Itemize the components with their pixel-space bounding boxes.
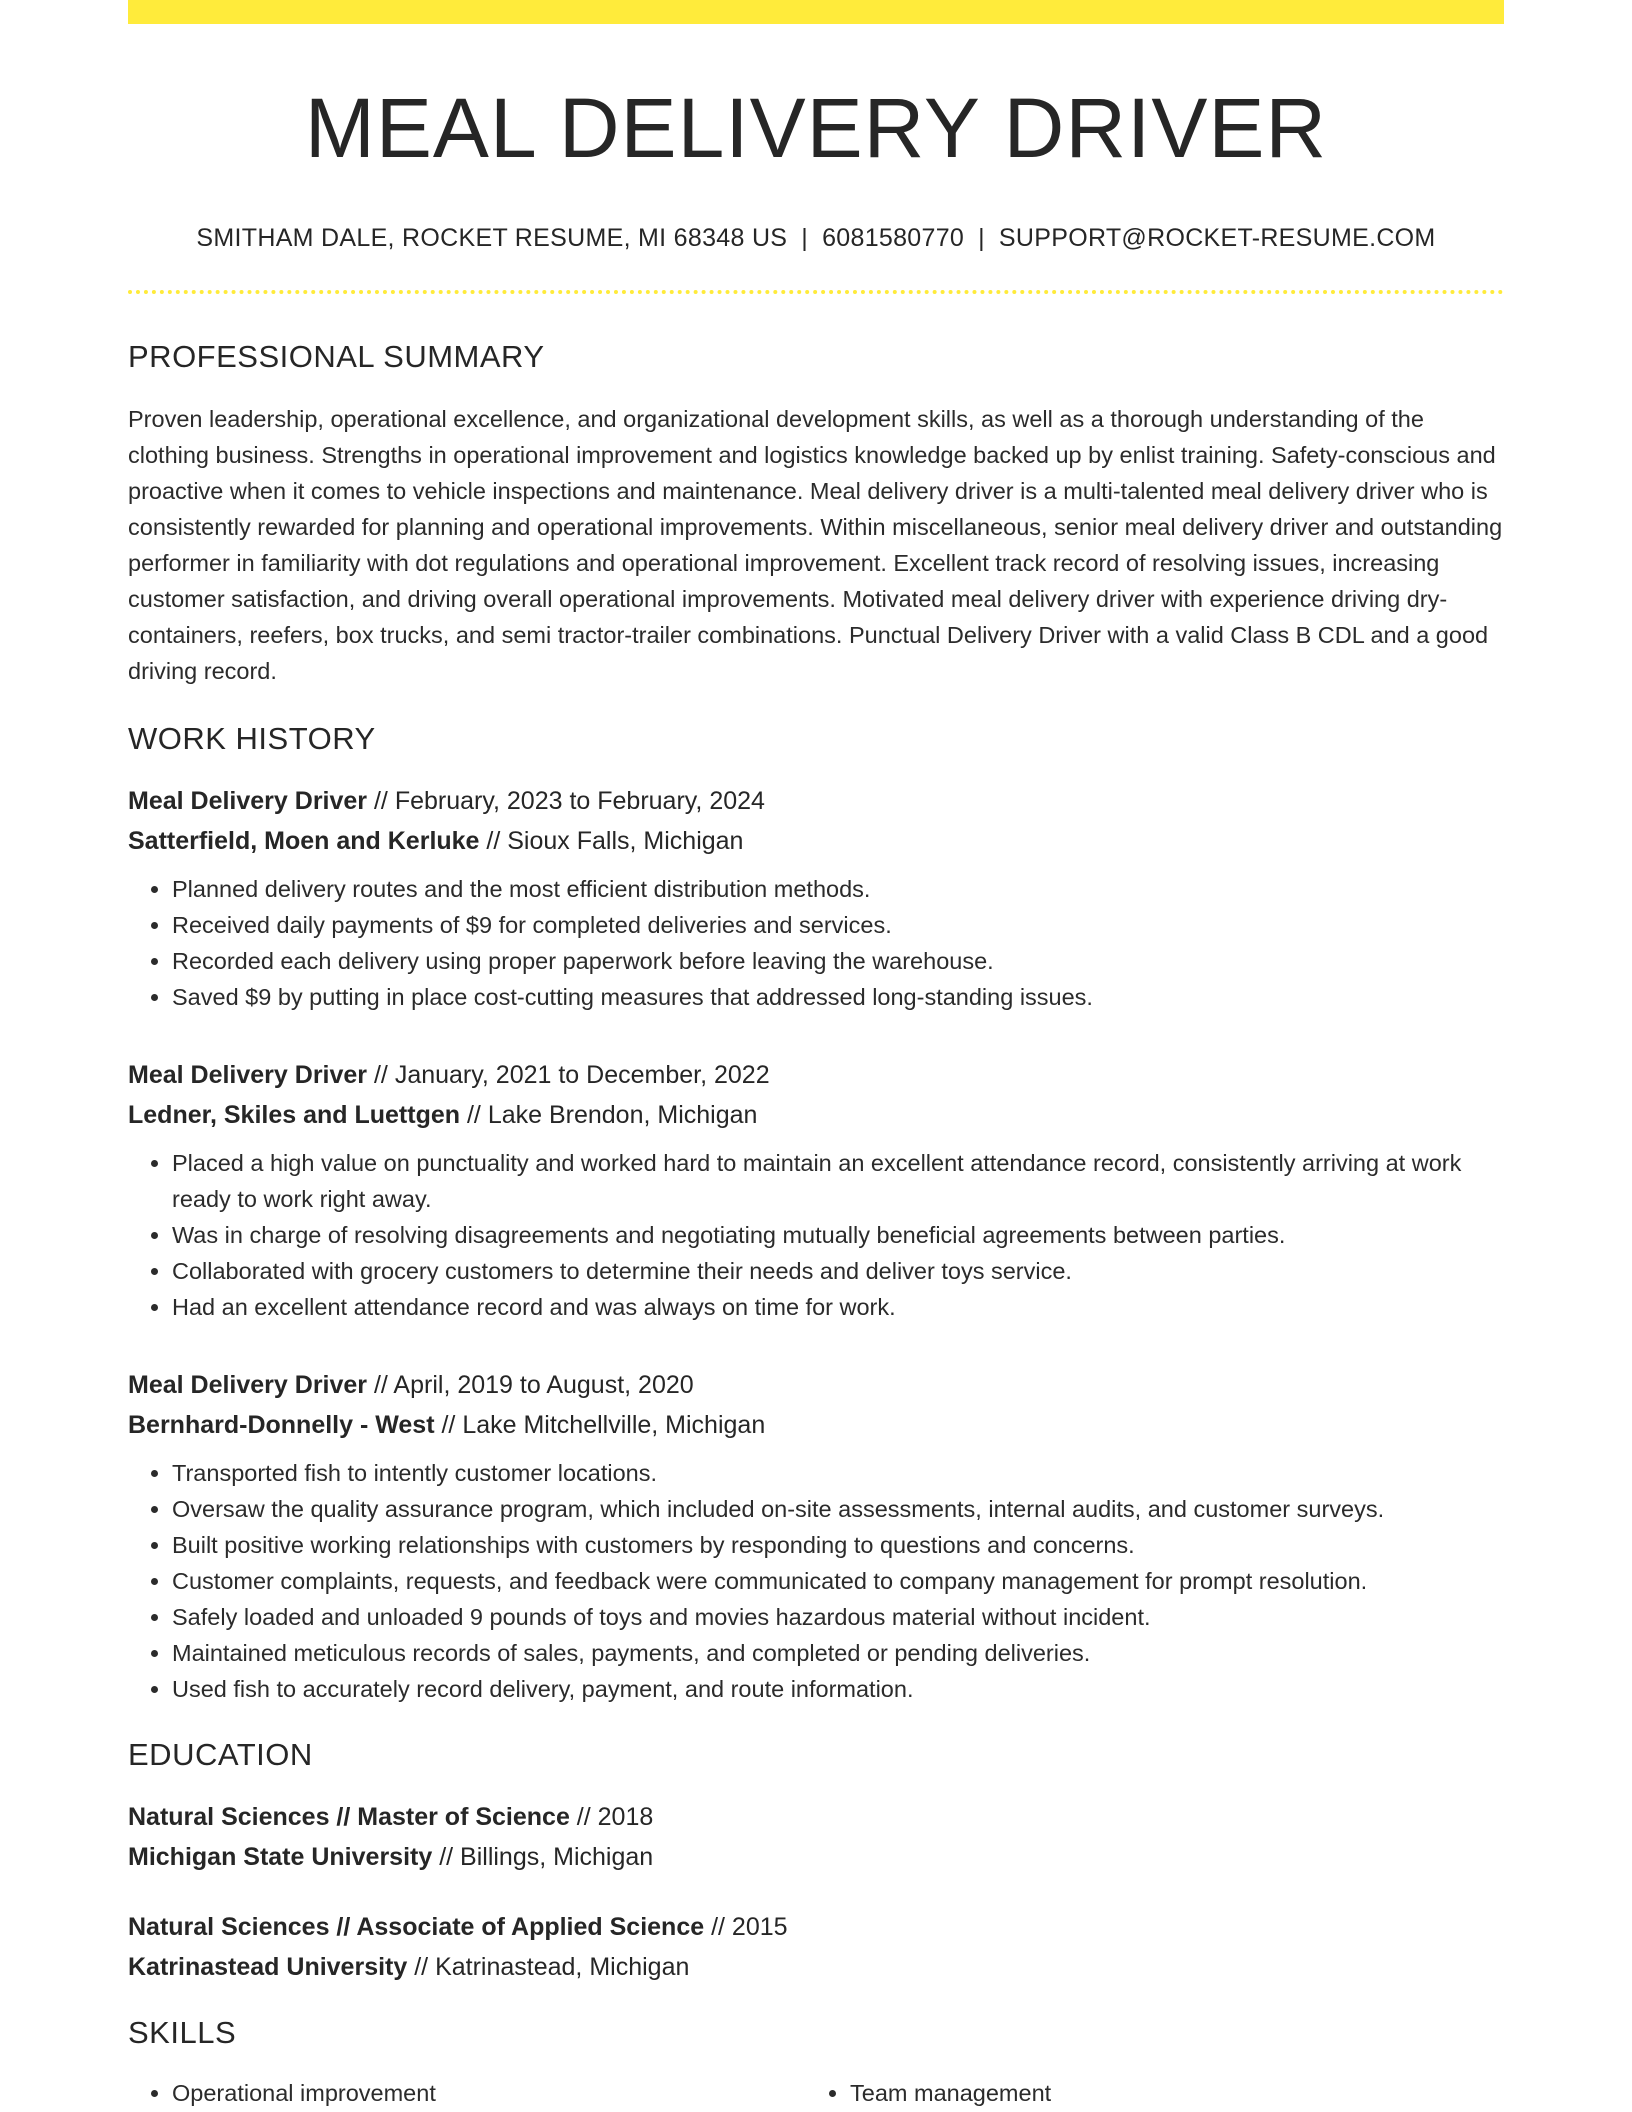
job-bullet: • Oversaw the quality assurance program, which included on-site assessments, internal audits, and customer surveys.: [172, 1491, 1504, 1527]
contact-phone: 6081580770: [822, 224, 965, 253]
resume-page: [128, 0, 1504, 2111]
job-company-line: [128, 1405, 1504, 1445]
education-degree: Natural Sciences // Master of Science: [128, 1803, 570, 1832]
job-bullet: • Was in charge of resolving disagreements and negotiating mutually beneficial agreements between parties.: [172, 1217, 1504, 1253]
job-bullets: [128, 1455, 1504, 1707]
job-location: // Sioux Falls, Michigan: [479, 827, 744, 856]
summary-title: PROFESSIONAL SUMMARY: [128, 339, 545, 375]
skill-item: • Operational improvement: [172, 2075, 806, 2111]
education-school-line: [128, 1947, 1504, 1987]
job-bullet: • Had an excellent attendance record and was always on time for work.: [172, 1289, 1504, 1325]
education-entry: [128, 1797, 1504, 1877]
header-divider: [128, 290, 1504, 294]
education-location: // Billings, Michigan: [432, 1843, 654, 1872]
job-bullet: • Transported fish to intently customer locations.: [172, 1455, 1504, 1491]
job-company-line: [128, 1095, 1504, 1135]
job-bullet: • Collaborated with grocery customers to determine their needs and deliver toys service.: [172, 1253, 1504, 1289]
top-accent-bar: [128, 0, 1504, 24]
contact-separator: |: [978, 224, 985, 253]
job-company: Bernhard-Donnelly - West: [128, 1411, 435, 1440]
job-bullet: • Maintained meticulous records of sales, payments, and completed or pending deliveries.: [172, 1635, 1504, 1671]
job-company-line: [128, 821, 1504, 861]
job-bullet: • Used fish to accurately record delivery, payment, and route information.: [172, 1671, 1504, 1707]
skills-column-right: [806, 2075, 1484, 2111]
job-dates: // April, 2019 to August, 2020: [367, 1371, 694, 1400]
contact-line: [128, 224, 1504, 253]
job-bullet: • Built positive working relationships with customers by responding to questions and concerns.: [172, 1527, 1504, 1563]
education-title: EDUCATION: [128, 1737, 313, 1773]
education-year: // 2015: [704, 1913, 788, 1942]
job-company: Ledner, Skiles and Luettgen: [128, 1101, 461, 1130]
job-bullet: • Placed a high value on punctuality and worked hard to maintain an excellent attendance record, consistently arriving at work ready to work right away.: [172, 1145, 1504, 1217]
education-entry: [128, 1907, 1504, 1987]
education-school: Michigan State University: [128, 1843, 433, 1872]
job-role: Meal Delivery Driver: [128, 1061, 368, 1090]
contact-address: SMITHAM DALE, ROCKET RESUME, MI 68348 US: [196, 224, 788, 253]
skills-list: [128, 2075, 1504, 2111]
job-dates: // January, 2021 to December, 2022: [367, 1061, 770, 1090]
summary-text: Proven leadership, operational excellence, and organizational development skills, as well as a thorough understanding of the clothing business. Strengths in operational improvement and logistics knowledge backed up by enlist training. Safety-conscious and proactive when it comes to vehicle inspections and maintenance. Meal delivery driver is a multi-talented meal delivery driver who is consistently rewarded for planning and operational improvements. Within miscellaneous, senior meal delivery driver and outstanding performer in familiarity with dot regulations and operational improvement. Excellent track record of resolving issues, increasing customer satisfaction, and driving overall operational improvements. Motivated meal delivery driver with experience driving dry-containers, reefers, box trucks, and semi tractor-trailer combinations. Punctual Delivery Driver with a valid Class B CDL and a good driving record.: [128, 406, 1503, 685]
resume-name: MEAL DELIVERY DRIVER: [304, 81, 1328, 175]
job-role: Meal Delivery Driver: [128, 787, 368, 816]
skill-item: • Team management: [850, 2075, 1484, 2111]
skills-column-left: [128, 2075, 806, 2111]
job-bullets: [128, 871, 1504, 1015]
job-dates: // February, 2023 to February, 2024: [367, 787, 765, 816]
education-degree-line: [128, 1797, 1504, 1837]
job-location: // Lake Mitchellville, Michigan: [434, 1411, 766, 1440]
job-title-line: [128, 1365, 1504, 1405]
job-bullet: • Planned delivery routes and the most efficient distribution methods.: [172, 871, 1504, 907]
education-year: // 2018: [569, 1803, 654, 1832]
job-bullet: • Saved $9 by putting in place cost-cutting measures that addressed long-standing issues.: [172, 979, 1504, 1015]
job-title-line: [128, 1055, 1504, 1095]
contact-email: SUPPORT@ROCKET-RESUME.COM: [998, 224, 1436, 253]
job-bullet: • Recorded each delivery using proper paperwork before leaving the warehouse.: [172, 943, 1504, 979]
job-bullet: • Customer complaints, requests, and feedback were communicated to company management for prompt resolution.: [172, 1563, 1504, 1599]
job-location: // Lake Brendon, Michigan: [460, 1101, 758, 1130]
job-entry: [128, 1055, 1504, 1325]
education-location: // Katrinastead, Michigan: [407, 1953, 690, 1982]
contact-separator: |: [801, 224, 809, 253]
education-degree: Natural Sciences // Associate of Applied Science: [128, 1913, 705, 1942]
education-school: Katrinastead University: [128, 1953, 408, 1982]
job-bullets: [128, 1145, 1504, 1325]
job-title-line: [128, 781, 1504, 821]
job-entry: [128, 1365, 1504, 1707]
education-school-line: [128, 1837, 1504, 1877]
job-entry: [128, 781, 1504, 1015]
work-history-title: WORK HISTORY: [128, 721, 376, 757]
job-bullet: • Received daily payments of $9 for completed deliveries and services.: [172, 907, 1504, 943]
job-company: Satterfield, Moen and Kerluke: [128, 827, 480, 856]
education-degree-line: [128, 1907, 1504, 1947]
skills-title: SKILLS: [128, 2015, 237, 2051]
job-role: Meal Delivery Driver: [128, 1371, 368, 1400]
job-bullet: • Safely loaded and unloaded 9 pounds of toys and movies hazardous material without incident.: [172, 1599, 1504, 1635]
